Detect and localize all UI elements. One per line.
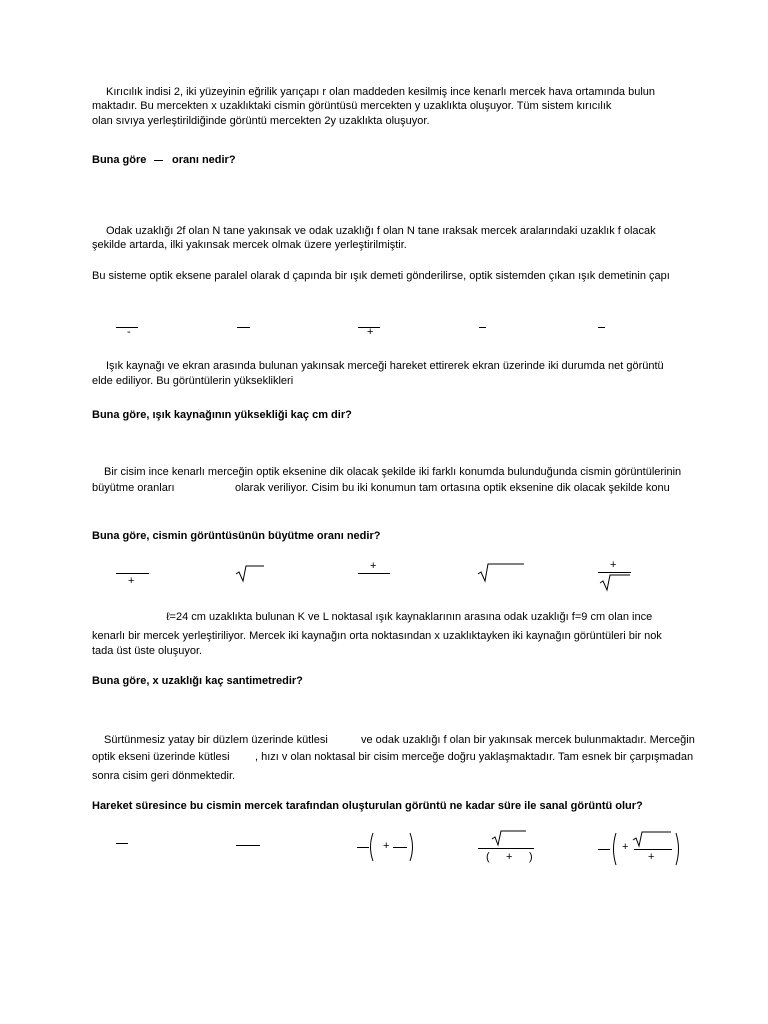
q4-option-a-fraction-bar bbox=[116, 573, 149, 574]
q6-option-e-prefactor-bar bbox=[598, 849, 610, 850]
q6-line-2-end: , hızı v olan noktasal bir cisim merceğe doğru yaklaşmaktadır. Tam esnek bir çarpışmadan bbox=[255, 751, 694, 763]
q2-option-e-fraction-bar bbox=[598, 327, 605, 328]
q6-option-d-plus: + bbox=[506, 851, 513, 863]
q3-line-2: elde ediliyor. Bu görüntülerin yükseklikleri bbox=[92, 375, 294, 387]
q4-option-a-denominator: + bbox=[128, 575, 135, 587]
q4-line-2-start: büyütme oranları bbox=[92, 482, 175, 494]
q5-line-2: kenarlı bir mercek yerleştiriliyor. Mercek iki kaynağın orta noktasından x uzaklıktayken iki kaynağın görüntüleri bir nok bbox=[92, 630, 662, 642]
q6-option-c-left-paren bbox=[368, 832, 374, 862]
q4-option-e-fraction-bar bbox=[598, 572, 631, 573]
q6-option-b-fraction-bar bbox=[236, 845, 260, 846]
q6-option-c-right-paren bbox=[409, 832, 415, 862]
q6-option-e-right-paren bbox=[675, 832, 681, 866]
q1-line-3: olan sıvıya yerleştirildiğinde görüntü mercekten 2y uzaklıkta oluşuyor. bbox=[92, 115, 430, 127]
q2-line-2: şekilde artarda, ilki yakınsak mercek olmak üzere yerleştirilmiştir. bbox=[92, 239, 407, 251]
q1-line-1: Kırıcılık indisi 2, iki yüzeyinin eğrilik yarıçapı r olan maddeden kesilmiş ince kenarlı mercek hava ortamında bulun bbox=[106, 86, 656, 98]
q6-question: Hareket süresince bu cismin mercek tarafından oluşturulan görüntü ne kadar süre ile sanal görüntü olur? bbox=[92, 800, 643, 812]
q6-line-1-end: ve odak uzaklığı f olan bir yakınsak mercek bulunmaktadır. Merceğin bbox=[361, 734, 695, 746]
q1-question-start: Buna göre bbox=[92, 154, 147, 166]
q2-option-c-denominator: + bbox=[367, 326, 374, 338]
q2-line-1: Odak uzaklığı 2f olan N tane yakınsak ve odak uzaklığı f olan N tane ıraksak mercek aralarındaki uzaklık f olacak bbox=[106, 225, 656, 237]
q5-line-3: tada üst üste oluşuyor. bbox=[92, 645, 203, 657]
q6-option-e-plus-top: + bbox=[622, 841, 629, 853]
q4-option-e-numerator: + bbox=[610, 559, 617, 571]
q6-option-d-fraction-bar bbox=[478, 848, 534, 849]
q4-option-b-sqrt-sign bbox=[236, 564, 266, 584]
q6-option-d-open-paren: ( bbox=[486, 851, 490, 863]
q4-line-2-end: olarak veriliyor. Cisim bu iki konumun tam ortasına optik eksenine dik olacak şekilde konu bbox=[235, 482, 670, 494]
q2-line-3: Bu sisteme optik eksene paralel olarak d çapında bir ışık demeti gönderilirse, optik sistemden çıkan ışık demetinin çapı bbox=[92, 270, 670, 282]
q6-option-e-plus-bottom: + bbox=[648, 851, 655, 863]
q3-line-1: Işık kaynağı ve ekran arasında bulunan yakınsak merceği hareket ettirerek ekran üzerinde iki durumda net görüntü bbox=[106, 360, 664, 372]
q6-option-e-sqrt-sign bbox=[633, 831, 673, 849]
q4-option-d-sqrt-sign bbox=[478, 562, 528, 584]
q6-option-e-left-paren bbox=[611, 832, 617, 866]
q4-option-e-sqrt-sign bbox=[600, 574, 632, 594]
q6-line-2-start: optik ekseni üzerinde kütlesi bbox=[92, 751, 230, 763]
q6-option-d-sqrt-sign bbox=[492, 830, 528, 848]
q4-option-c-fraction-bar bbox=[358, 573, 390, 574]
q5-line-1: ℓ=24 cm uzaklıkta bulunan K ve L noktasal ışık kaynaklarının arasına odak uzaklığı f=9 cm olan ince bbox=[166, 611, 653, 623]
q6-line-3: sonra cisim geri dönmektedir. bbox=[92, 770, 236, 782]
q1-line-2: maktadır. Bu mercekten x uzaklıktaki cismin görüntüsü mercekten y uzaklıkta oluşuyor. Tüm sistem kırıcılık bbox=[92, 100, 612, 112]
q4-option-c-numerator: + bbox=[370, 560, 377, 572]
q2-option-d-fraction-bar bbox=[479, 327, 486, 328]
q6-line-1-start: Sürtünmesiz yatay bir düzlem üzerinde kütlesi bbox=[104, 734, 328, 746]
q6-option-e-fraction-bar bbox=[634, 849, 672, 850]
q1-fraction-bar bbox=[154, 160, 163, 161]
q5-question: Buna göre, x uzaklığı kaç santimetredir? bbox=[92, 675, 303, 687]
q2-option-b-fraction-bar bbox=[237, 327, 250, 328]
q4-question: Buna göre, cismin görüntüsünün büyütme oranı nedir? bbox=[92, 530, 381, 542]
q6-option-a-fraction-bar bbox=[116, 843, 128, 844]
q6-option-d-close-paren: ) bbox=[529, 851, 533, 863]
q4-line-1: Bir cisim ince kenarlı merceğin optik eksenine dik olacak şekilde iki farklı konumda bulunduğunda cismin görüntülerinin bbox=[104, 466, 682, 478]
q6-option-c-inner-bar bbox=[393, 847, 407, 848]
q1-question-end: oranı nedir? bbox=[172, 154, 236, 166]
q6-option-c-plus: + bbox=[383, 840, 390, 852]
q3-question: Buna göre, ışık kaynağının yüksekliği kaç cm dir? bbox=[92, 409, 352, 421]
q2-option-a-denominator: - bbox=[127, 326, 131, 338]
